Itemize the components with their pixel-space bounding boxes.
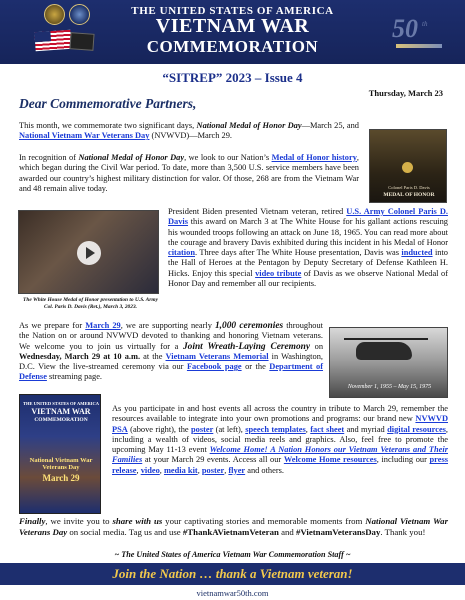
masthead-line-1: THE UNITED STATES OF AMERICA <box>131 5 334 17</box>
video-link[interactable]: video <box>140 465 160 475</box>
footer-banner <box>0 563 465 585</box>
staff-signature: ~ The United States of America Vietnam War Commemoration Staff ~ <box>114 550 351 559</box>
psa-helicopter-photo[interactable] <box>329 327 448 398</box>
department-of-defense-link[interactable]: Department of Defense <box>19 362 324 382</box>
medal-of-honor-photo <box>369 129 447 203</box>
inducted-link[interactable]: inducted <box>401 248 433 258</box>
psa-date-caption: November 1, 1955 – May 15, 1975 <box>347 384 432 390</box>
march-29-paragraph: As we prepare for March 29, we are supporting nearly 1,000 ceremonies throughout the Nation on or around NVWVD devoted to thanking and honoring Vietnam veterans. We welcome you to join us virtually for a Joint Wreath-Laying Ceremony on Wednesday, March 29 at 10 a.m. at the Vietnam Veterans Memorial in Washington, D.C. View the live-streamed ceremony via our Facebook page or the Department of Defense streaming page. <box>19 321 324 382</box>
nvwvd-poster[interactable] <box>19 394 101 514</box>
medal-photo-caption-name: Colonel Paris D. Davis <box>388 185 430 190</box>
poster-link[interactable]: poster <box>190 424 214 434</box>
rotor-icon <box>344 338 428 340</box>
citation-link[interactable]: citation <box>168 248 195 258</box>
intro-paragraph: This month, we commemorate two significant days, National Medal of Honor Day—March 25, and National Vietnam War Veterans Day (NVWVD)—March 29. <box>19 121 359 141</box>
anniversary-suffix: th <box>422 20 428 28</box>
salutation: Dear Commemorative Partners, <box>19 96 197 111</box>
website-link[interactable]: vietnamwar50th.com <box>196 588 269 598</box>
medal-of-honor-history-link[interactable]: Medal of Honor history <box>271 153 357 162</box>
colonel-davis-link[interactable]: U.S. Army Colonel Paris D. Davis <box>168 207 448 227</box>
masthead <box>0 0 465 64</box>
media-kit-link[interactable]: media kit <box>163 465 198 475</box>
masthead-line-3: COMMEMORATION <box>146 37 319 56</box>
50th-anniversary-logo <box>392 14 448 50</box>
poster-line-2: VIETNAM WAR <box>31 407 91 416</box>
poster-link-2[interactable]: poster <box>201 465 225 475</box>
march-29-link[interactable]: March 29 <box>85 321 121 330</box>
poster-line-5: March 29 <box>42 473 80 483</box>
footer-slogan: Join the Nation … thank a Vietnam veteran! <box>112 566 353 581</box>
welcome-home-resources-link[interactable]: Welcome Home resources <box>283 455 377 465</box>
video-tribute-link[interactable]: video tribute <box>255 268 302 278</box>
welcome-home-event-link[interactable]: Welcome Home! A Nation Honors our Vietnam Veterans and Their Families <box>112 445 448 465</box>
digital-resources-link[interactable]: digital resources <box>387 424 446 434</box>
helicopter-icon <box>356 342 412 360</box>
anniversary-number: 50 <box>392 14 418 43</box>
masthead-line-2: VIETNAM WAR <box>155 15 310 37</box>
white-house-video-thumbnail[interactable] <box>18 210 159 294</box>
fact-sheet-link[interactable]: fact sheet <box>310 424 345 434</box>
issue-date: Thursday, March 23 <box>368 88 443 98</box>
nvwvd-psa-link[interactable]: NVWVD PSA <box>112 414 448 434</box>
poster-line-1: THE UNITED STATES OF AMERICA <box>23 401 99 406</box>
closing-paragraph: Finally, we invite you to share with us your captivating stories and memorable moments from National Vietnam War Veterans Day on social media. Tag us and use #ThankAVietnamVeteran and #VietnamVeteransDay. Thank you! <box>19 516 448 537</box>
medal-of-honor-paragraph: In recognition of National Medal of Honor Day, we look to our Nation’s Medal of Honor history, which began during the Civil War period. To date, more than 3,500 U.S. service members have been awarded our country’s highest military distinction for valor. Of those, 268 are from the Vietnam War and 48 remain alive today. <box>19 153 359 193</box>
medal-photo-caption-title: MEDAL OF HONOR <box>383 192 435 198</box>
issue-title: “SITREP” 2023 – Issue 4 <box>162 70 303 85</box>
video-caption: The White House Medal of Honor presentation to U.S. Army Col. Paris D. Davis (Ret.), March 3, 2023. <box>23 297 158 310</box>
speech-templates-link[interactable]: speech templates <box>245 424 306 434</box>
vietnam-veterans-memorial-link[interactable]: Vietnam Veterans Memorial <box>165 351 269 361</box>
medal-icon <box>402 162 413 173</box>
nvwvd-link[interactable]: National Vietnam War Veterans Day <box>19 131 150 141</box>
resources-paragraph: As you participate in and host events all across the country in tribute to March 29, remember the resources available to integrate into your own promotions and programs: our brand new NVWVD PSA (above right), the poster (at left), speech templates, fact sheet and myriad digital resources, including a wealth of videos, social media reels and graphics. Also, feel free to promote the upcoming May 11-13 event Welcome Home! A Nation Honors our Vietnam Veterans and Their Families at your March 29 events. Access all our Welcome Home resources, including our press release, video, media kit, poster, flyer and others. <box>112 404 449 475</box>
play-icon[interactable] <box>77 241 101 265</box>
davis-paragraph: President Biden presented Vietnam veteran, retired U.S. Army Colonel Paris D. Davis this award on March 3 at The White House for his gallant actions rescuing his wounded troops following an attack on June 18, 1965. You can read more about the courage and bravery Davis exhibited during this incident in his Medal of Honor citation. Three days after The White House presentation, Davis was inducted into the Hall of Heroes at the Pentagon by Deputy Secretary of Defense Kathleen H. Hicks. Enjoy this special video tribute of Davis as we observe National Medal of Honor Day and remember all our recipients. <box>168 207 449 289</box>
poster-line-3: COMMEMORATION <box>34 417 88 423</box>
press-release-link[interactable]: press release <box>112 455 448 475</box>
anniversary-ribbon-icon <box>396 44 442 48</box>
poster-line-4: National Vietnam War Veterans Day <box>29 457 93 471</box>
flyer-link[interactable]: flyer <box>228 465 246 475</box>
facebook-page-link[interactable]: Facebook page <box>186 362 242 372</box>
